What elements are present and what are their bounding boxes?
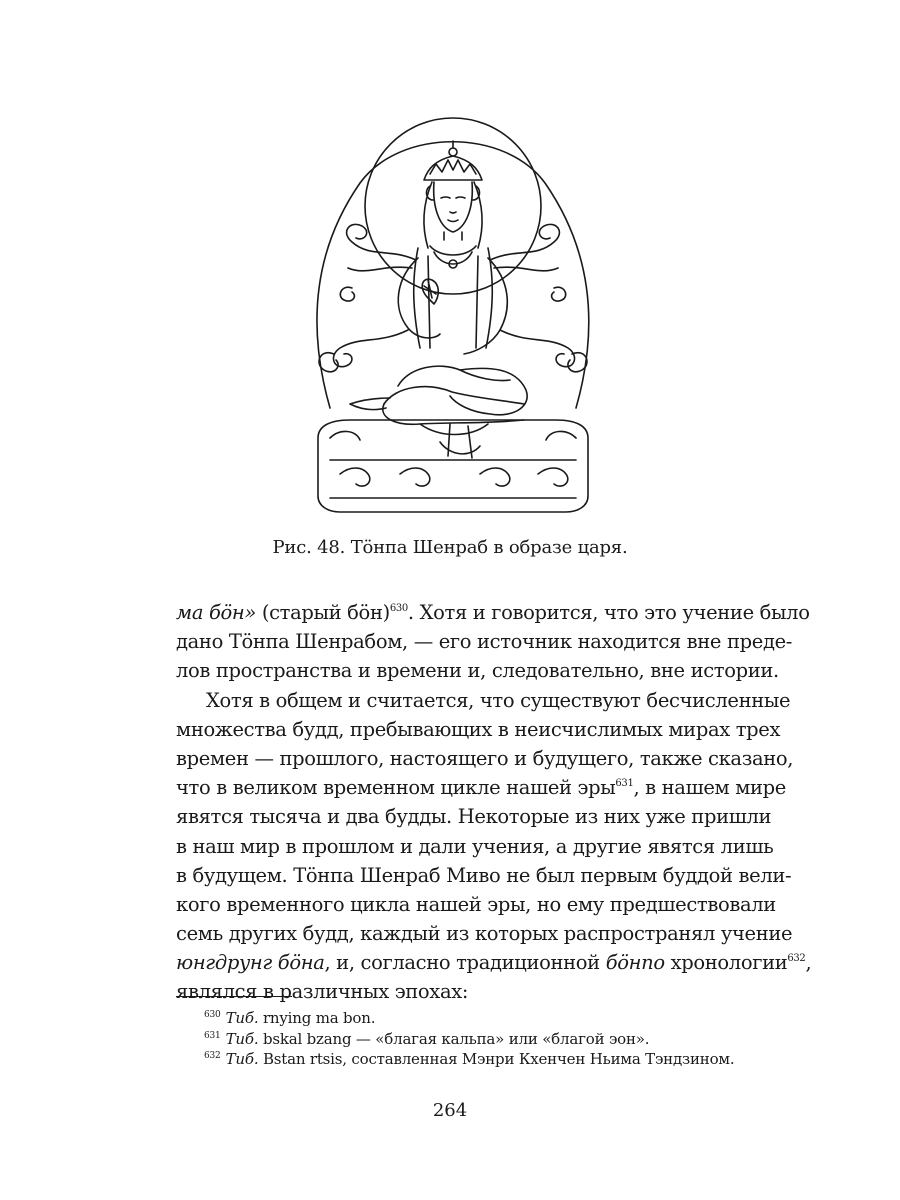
buddha-king-drawing-icon	[300, 108, 606, 518]
text-line: Хотя в общем и считается, что существуют бесчисленные	[206, 688, 791, 712]
footnote: $^{632}$ Тиб. Bstan rtsis, составленная Мэнри Кхенчен Ньима Тэндзином.	[204, 1050, 735, 1068]
footnote-ref[interactable]: 631	[615, 778, 634, 790]
footnote-ref[interactable]: 630	[389, 603, 408, 614]
footnote: $^{631}$ Тиб. bskal bzang — «благая кальпа» или «благой эон».	[204, 1029, 650, 1048]
text-line: ма бöн» (старый бöн)$^{630}$. Хотя и говорится, что это учение было	[176, 601, 810, 624]
footnote-divider	[176, 996, 292, 997]
text-line: являлся в различных эпохах:	[176, 980, 469, 1004]
text-line: лов пространства и времени и, следовательно, вне истории.	[176, 659, 779, 683]
text-line: в будущем. Тöнпа Шенраб Миво не был первым буддой вели-	[176, 863, 792, 887]
text-line: явятся тысяча и два будды. Некоторые из них уже пришли	[176, 805, 772, 829]
text-line: юнгдрунг бöна, и, согласно традиционной бöнпо хронологии$^{632}$,	[176, 951, 812, 975]
text-line: в наш мир в прошлом и дали учения, а другие явятся лишь	[176, 834, 774, 858]
figure-caption: Рис. 48. Тöнпа Шенраб в образе царя.	[272, 537, 628, 558]
text-line: кого временного цикла нашей эры, но ему предшествовали	[176, 892, 776, 916]
text-line: времен — прошлого, настоящего и будущего, также сказано,	[176, 746, 794, 770]
footnotes	[204, 1008, 764, 1070]
footnote-ref[interactable]: 632	[787, 953, 806, 965]
text-line: дано Тöнпа Шенрабом, — его источник находится вне преде-	[176, 630, 793, 654]
text-line: семь других будд, каждый из которых распространял учение	[176, 922, 793, 946]
footnote: $^{630}$ Тиб. rnying ma bon.	[204, 1009, 376, 1027]
page-number: 264	[432, 1100, 468, 1121]
text-line: множества будд, пребывающих в неисчислимых мирах трех	[176, 717, 781, 741]
body-text	[176, 598, 812, 1007]
text-line: что в великом временном цикле нашей эры$^{631}$, в нашем мире	[176, 776, 786, 800]
